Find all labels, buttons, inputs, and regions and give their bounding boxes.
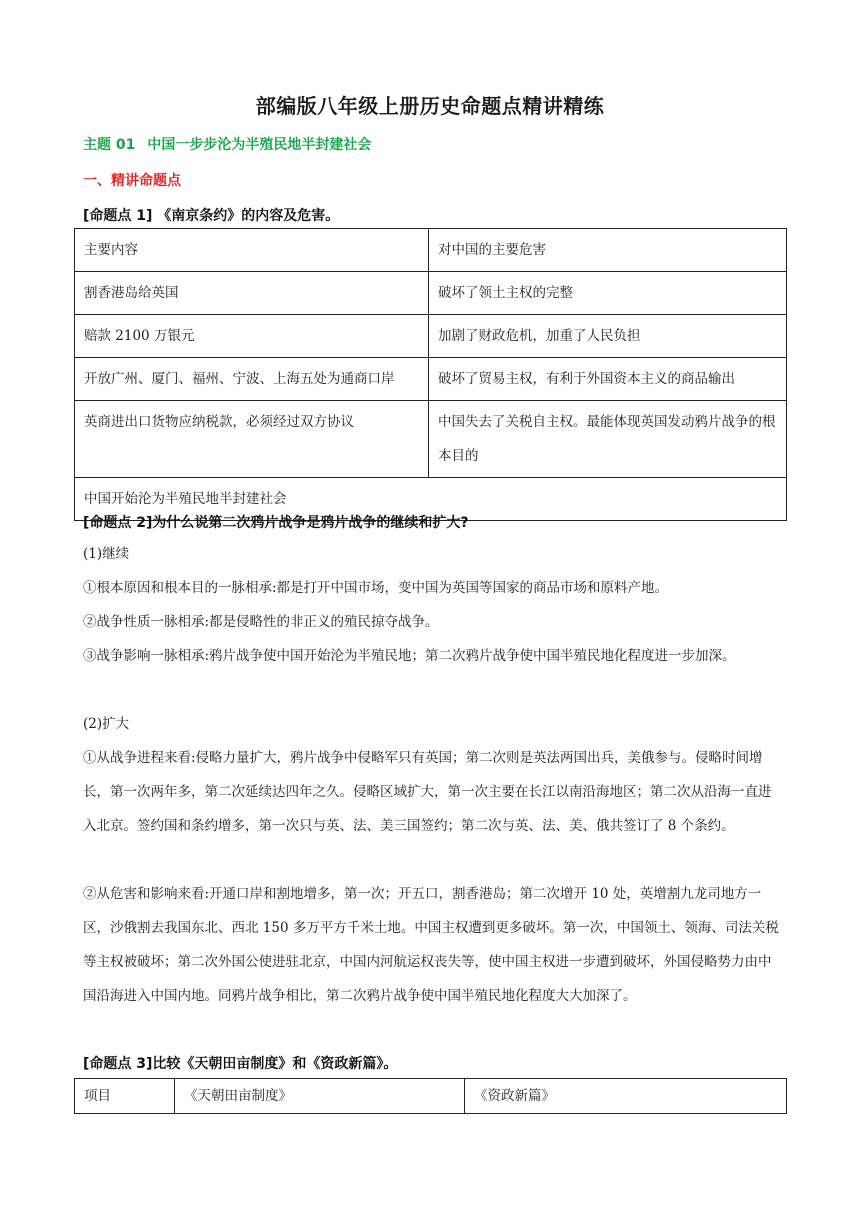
table-cell: 破坏了贸易主权，有利于外国资本主义的商品输出 [429, 358, 787, 401]
table-row [75, 358, 787, 401]
nanjing-treaty-table [74, 228, 787, 521]
table-cell: 赔款 2100 万银元 [75, 315, 429, 358]
comparison-table [74, 1078, 787, 1114]
point2-heading: [命题点 2]为什么说第二次鸦片战争是鸦片战争的继续和扩大? [83, 515, 469, 531]
table-cell: 中国失去了关税自主权。最能体现英国发动鸦片战争的根本目的 [429, 401, 787, 478]
table-cell: 中国开始沦为半殖民地半封建社会 [75, 478, 787, 521]
section-heading: 一、精讲命题点 [83, 173, 181, 189]
topic-number: 主题 01 [83, 137, 136, 153]
continuation-item-1: ①根本原因和根本目的一脉相承:都是打开中国市场，变中国为英国等国家的商品市场和原料产地。 [83, 580, 669, 596]
table-cell: 《资政新篇》 [465, 1079, 787, 1114]
table-cell: 破坏了领土主权的完整 [429, 272, 787, 315]
topic-title: 中国一步步沦为半殖民地半封建社会 [147, 137, 372, 153]
table-cell: 项目 [75, 1079, 175, 1114]
table-cell: 《天朝田亩制度》 [175, 1079, 465, 1114]
page-title: 部编版八年级上册历史命题点精讲精练 [255, 94, 605, 118]
table-cell: 加剧了财政危机，加重了人民负担 [429, 315, 787, 358]
table-cell: 开放广州、厦门、福州、宁波、上海五处为通商口岸 [75, 358, 429, 401]
table-cell: 主要内容 [75, 229, 429, 272]
table-cell: 割香港岛给英国 [75, 272, 429, 315]
expansion-subheading: (2)扩大 [83, 716, 130, 732]
expansion-item-1: ①从战争进程来看:侵略力量扩大，鸦片战争中侵略军只有英国；第二次则是英法两国出兵，美俄参与。侵略时间增长，第一次两年多，第二次延续达四年之久。侵略区域扩大，第一次主要在长江以南沿海地区；第二次从沿海一直进入北京。签约国和条约增多，第一次只与英、法、美三国签约；第二次与英、法、美、俄共签订了 8 个条约。 [83, 750, 772, 834]
continuation-subheading: (1)继续 [83, 546, 130, 562]
expansion-item-2: ②从危害和影响来看:开通口岸和割地增多，第一次；开五口，割香港岛；第二次增开 10 处，英增割九龙司地方一区，沙俄割去我国东北、西北 150 多万平方千米土地。中国主权遭到更多破坏。第一次，中国领土、领海、司法关税等主权被破坏；第二次外国公使进驻北京，中国内河航运权丧失等，使中国主权进一步遭到破坏，外国侵略势力由中国沿海进入中国内地。同鸦片战争相比，第二次鸦片战争使中国半殖民地化程度大大加深了。 [83, 886, 779, 1004]
topic-heading [83, 134, 371, 154]
table-cell: 对中国的主要危害 [429, 229, 787, 272]
table-header-row [75, 1079, 787, 1114]
table-header-row [75, 229, 787, 272]
table-row [75, 315, 787, 358]
table-row [75, 272, 787, 315]
table-cell: 英商进出口货物应纳税款，必须经过双方协议 [75, 401, 429, 478]
continuation-item-3: ③战争影响一脉相承:鸦片战争使中国开始沦为半殖民地；第二次鸦片战争使中国半殖民地化程度进一步加深。 [83, 648, 736, 664]
table-row [75, 401, 787, 478]
continuation-item-2: ②战争性质一脉相承:都是侵略性的非正义的殖民掠夺战争。 [83, 614, 439, 630]
point1-heading: [命题点 1] 《南京条约》的内容及危害。 [83, 208, 340, 224]
point3-heading: [命题点 3]比较《天朝田亩制度》和《资政新篇》。 [83, 1056, 398, 1072]
